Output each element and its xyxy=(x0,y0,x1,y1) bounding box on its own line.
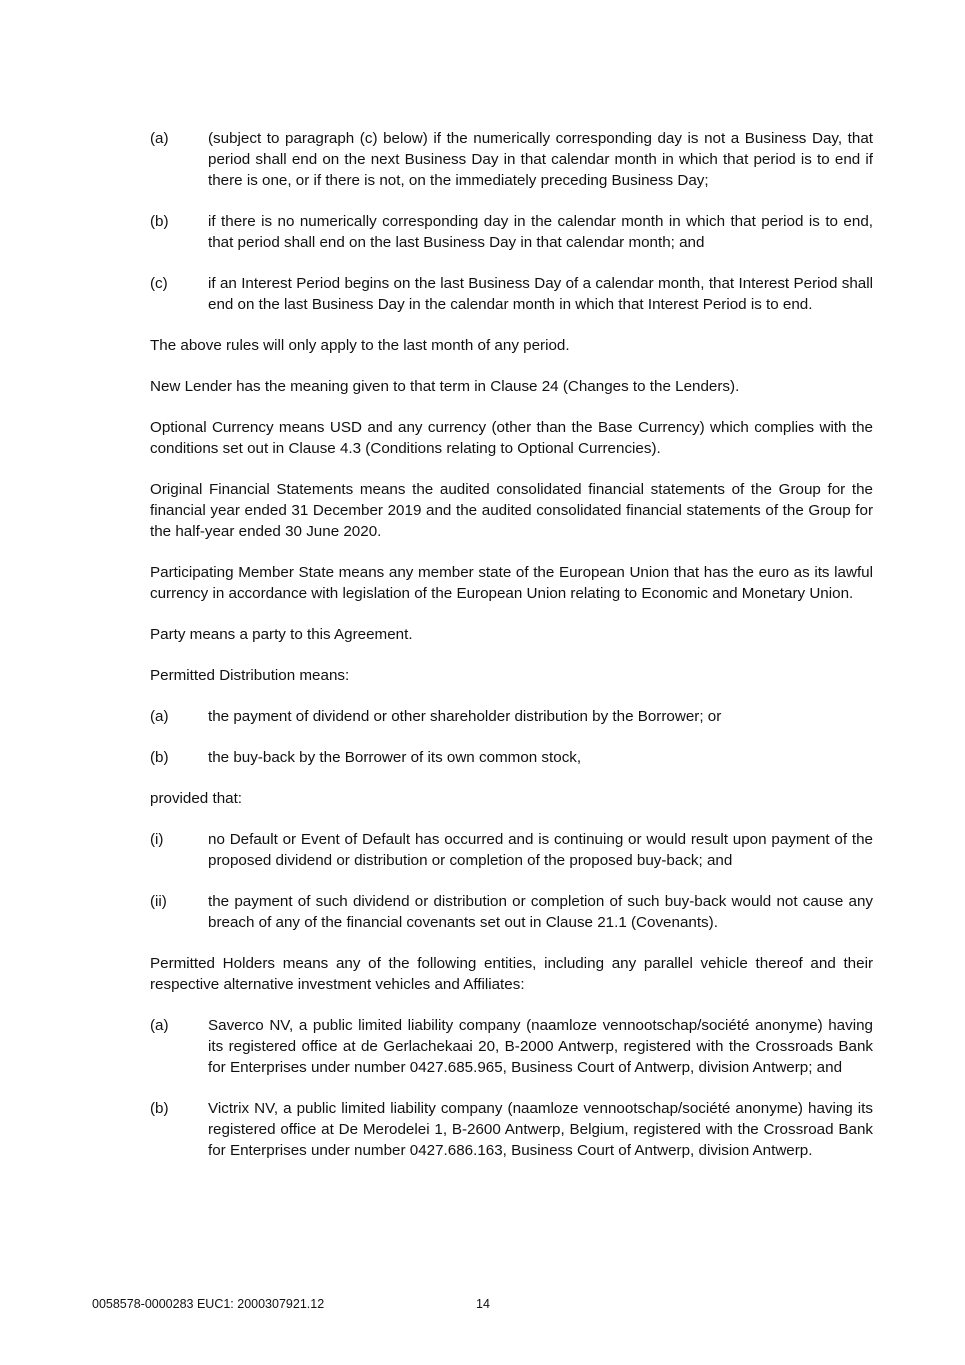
list-item xyxy=(150,706,873,727)
list-label: (ii) xyxy=(150,893,167,910)
list-item xyxy=(150,747,873,768)
definition-permitted-holders: Permitted Holders means any of the following entities, including any parallel vehicle thereof and their respective alternative investment vehicles and Affiliates: xyxy=(150,955,873,993)
list-text: (subject to paragraph (c) below) if the numerically corresponding day is not a Business Day, that period shall end on the next Business Day in that calendar month in which that period is to end if there is one, or if there is not, on the immediately preceding Business Day; xyxy=(208,130,873,189)
list-label: (i) xyxy=(150,831,164,848)
definition-party: Party means a party to this Agreement. xyxy=(150,626,413,643)
list-item xyxy=(150,273,873,315)
list-text: the buy-back by the Borrower of its own common stock, xyxy=(208,749,582,766)
list-item xyxy=(150,1098,873,1161)
footer-document-reference: 0058578-0000283 EUC1: 2000307921.12 xyxy=(92,1297,325,1311)
provided-that: provided that: xyxy=(150,790,243,807)
list-item xyxy=(150,829,873,871)
list-item xyxy=(150,211,873,253)
list-item xyxy=(150,128,873,191)
definition-participating-member-state: Participating Member State means any member state of the European Union that has the euro as its lawful currency in accordance with legislation of the European Union relating to Economic and Monetary Union. xyxy=(150,564,873,602)
list-item xyxy=(150,891,873,933)
list-text: if there is no numerically corresponding day in the calendar month in which that period is to end, that period shall end on the last Business Day in that calendar month; and xyxy=(208,213,873,251)
list-text: no Default or Event of Default has occurred and is continuing or would result upon payment of the proposed dividend or distribution or completion of the proposed buy-back; and xyxy=(208,831,873,869)
list-text: Victrix NV, a public limited liability company (naamloze vennootschap/société anonyme) having its registered office at De Merodelei 1, B-2600 Antwerp, Belgium, registered with the Crossroad Bank for Enterprises under number 0427.686.163, Business Court of Antwerp, division Antwerp. xyxy=(208,1100,873,1159)
rule-note: The above rules will only apply to the last month of any period. xyxy=(150,337,570,354)
list-label: (a) xyxy=(150,708,169,725)
list-text: the payment of such dividend or distribution or completion of such buy-back would not cause any breach of any of the financial covenants set out in Clause 21.1 (Covenants). xyxy=(208,893,873,931)
list-label: (a) xyxy=(150,1017,169,1034)
list-label: (b) xyxy=(150,213,169,230)
list-label: (b) xyxy=(150,749,169,766)
list-text: the payment of dividend or other shareholder distribution by the Borrower; or xyxy=(208,708,722,725)
list-label: (c) xyxy=(150,275,168,292)
list-label: (a) xyxy=(150,130,169,147)
list-label: (b) xyxy=(150,1100,169,1117)
definition-permitted-distribution: Permitted Distribution means: xyxy=(150,667,350,684)
list-text: Saverco NV, a public limited liability company (naamloze vennootschap/société anonyme) having its registered office at de Gerlachekaai 20, B-2000 Antwerp, registered with the Crossroads Bank for Enterprises under number 0427.685.965, Business Court of Antwerp, division Antwerp; and xyxy=(208,1017,873,1076)
definition-optional-currency: Optional Currency means USD and any currency (other than the Base Currency) which complies with the conditions set out in Clause 4.3 (Conditions relating to Optional Currencies). xyxy=(150,419,873,457)
page-number: 14 xyxy=(476,1297,490,1311)
list-item xyxy=(150,1015,873,1078)
document-body xyxy=(150,128,873,1181)
definition-new-lender: New Lender has the meaning given to that term in Clause 24 (Changes to the Lenders). xyxy=(150,378,740,395)
definition-original-financial-statements: Original Financial Statements means the audited consolidated financial statements of the Group for the financial year ended 31 December 2019 and the audited consolidated financial statements of the Group for the half-year ended 30 June 2020. xyxy=(150,481,873,540)
list-text: if an Interest Period begins on the last Business Day of a calendar month, that Interest Period shall end on the last Business Day in the calendar month in which that Interest Period is to end. xyxy=(208,275,873,313)
